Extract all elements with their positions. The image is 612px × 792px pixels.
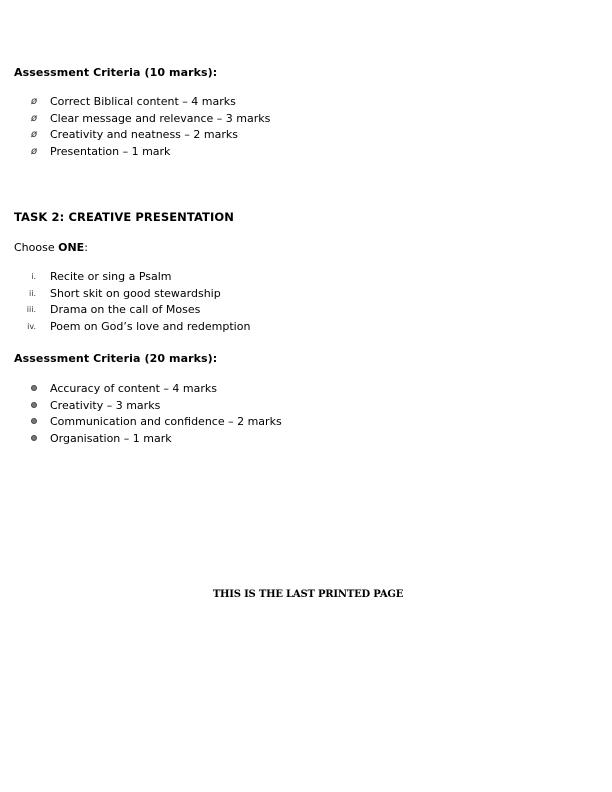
task-2-title: TASK 2: CREATIVE PRESENTATION	[14, 210, 234, 224]
check-box-icon: ø	[31, 96, 38, 107]
check-box-icon: ø	[31, 145, 38, 157]
filled-circle-icon	[31, 385, 37, 391]
filled-circle-icon	[31, 418, 37, 424]
check-box-icon: ø	[31, 112, 38, 124]
assessment-criteria-heading-1: Assessment Criteria (10 marks):	[14, 66, 218, 79]
assessment-criteria-heading-2: Assessment Criteria (20 marks):	[14, 352, 218, 365]
last-page-notice: THIS IS THE LAST PRINTED PAGE	[212, 589, 404, 600]
task-2-instruction: Choose ONE:	[14, 241, 88, 254]
roman-numeral-marker: iv.	[27, 321, 36, 331]
roman-numeral-marker: i.	[31, 272, 36, 281]
roman-numeral-marker: iii.	[26, 305, 36, 314]
roman-numeral-marker: ii.	[29, 288, 36, 298]
filled-circle-icon	[31, 402, 37, 408]
check-box-icon: ø	[31, 129, 38, 140]
document-page: Assessment Criteria (10 marks): ø Correct Biblical content – 4 marks ø Clear message and relevance – 3 marks ø Creativity and neatness – 2 marks ø Presentation – 1 mark TASK 2: CREATIVE PRESENTATION Choose ONE: i. Recite or sing a Psalm ii. Short skit on good stewardship iii. Drama on the call of Moses iv. Poem on God’s love and redemption Assessment Criteria (20 marks): Accuracy of content – 4 marks Creativity – 3 marks Communication and confidence – 2 marks Organisation – 1 mark THIS IS THE LAST PRINTED PAGE	[0, 0, 612, 792]
instruction-emphasis: ONE	[58, 241, 85, 254]
filled-circle-icon	[31, 435, 37, 441]
